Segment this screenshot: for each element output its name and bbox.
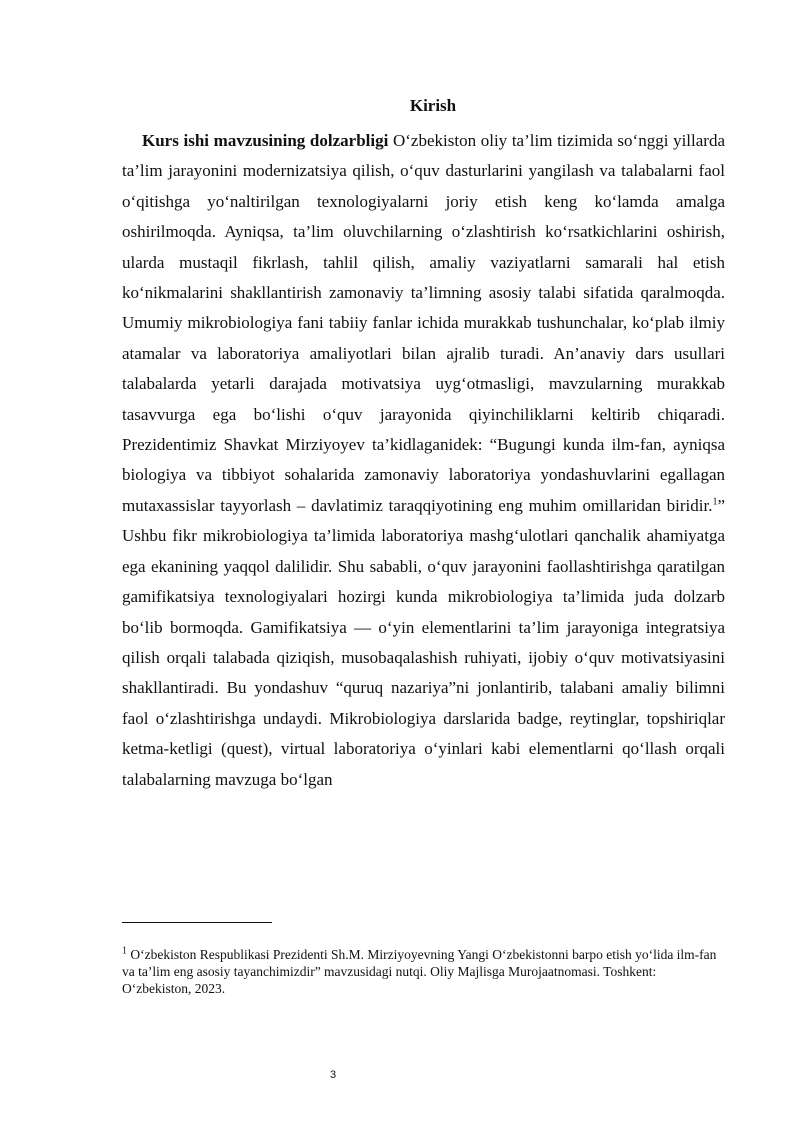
footnote-marker: 1 [122, 945, 127, 957]
paragraph-text-part-2: ” Ushbu fikr mikrobiologiya ta’limida laboratoriya mashg‘ulotlari qanchalik ahamiyatga ega ekanining yaqqol dalilidir. Shu sababli, o‘quv jarayonini faollashtirishga qaratilgan gamifikatsiya texnologiyalari hozirgi kunda mikrobiologiya ta’limida juda dolzarb bo‘lib bormoqda. Gamifikatsiya — o‘yin elementlarini ta’lim jarayoniga integratsiya qilish orqali talabada qiziqish, musobaqalashish ruhiyati, ijobiy o‘quv motivatsiyasini shakllantiradi. Bu yondashuv “quruq nazariya”ni jonlantirib, talabani amaliy bilimni faol o‘zlashtirishga undaydi. Mikrobiologiya darslarida badge, reytinglar, topshiriqlar ketma-ketligi (quest), virtual laboratoriya o‘yinlari kabi elementlarni qo‘llash orqali talabalarning mavzuga bo‘lgan [122, 495, 725, 789]
footnote [122, 946, 725, 997]
footnote-reference[interactable]: 1 [712, 496, 718, 508]
page-number: 3 [329, 1069, 337, 1081]
footnote-separator [122, 922, 272, 923]
paragraph-text-part-1: O‘zbekiston oliy ta’lim tizimida so‘nggi yillarda ta’lim jarayonini modernizatsiya qilish, o‘quv dasturlarini yangilash va talabalarni faol o‘qitishga yo‘naltirilgan texnologiyalarni joriy etish keng ko‘lamda amalga oshirilmoqda. Ayniqsa, ta’lim oluvchilarning o‘zlashtirish ko‘rsatkichlarini oshirish, ularda mustaqil fikrlash, tahlil qilish, amaliy vaziyatlarni samarali hal etish ko‘nikmalarini shakllantirish zamonaviy ta’limning asosiy talabi sifatida qaralmoqda. Umumiy mikrobiologiya fani tabiiy fanlar ichida murakkab tushunchalar, ko‘plab ilmiy atamalar va laboratoriya amaliyotlari bilan ajralib turadi. An’anaviy dars usullari talabalarda yetarli darajada motivatsiya uyg‘otmasligi, mavzularning murakkab tasavvurga ega bo‘lishi o‘quv jarayonida qiyinchiliklarni keltirib chiqaradi. Prezidentimiz Shavkat Mirziyoyev ta’kidlaganidek: “Bugungi kunda ilm-fan, ayniqsa biologiya va tibbiyot sohalarida zamonaviy laboratoriya yondashuvlarini egallagan mutaxassislar tayyorlash – davlatimiz taraqqiyotining eng muhim omillaridan biridir. [122, 131, 726, 515]
section-heading: Kirish [409, 96, 457, 115]
body-paragraph [122, 126, 725, 795]
paragraph-lead: Kurs ishi mavzusining dolzarbligi [142, 131, 389, 150]
footnote-text: O‘zbekiston Respublikasi Prezidenti Sh.M. Mirziyoyevning Yangi O‘zbekistonni barpo etish yo‘lida ilm-fan va ta’lim eng asosiy tayanchimizdir” mavzusidagi nutqi. Oliy Majlisga Murojaatnomasi. Toshkent: O‘zbekiston, 2023. [122, 947, 717, 996]
